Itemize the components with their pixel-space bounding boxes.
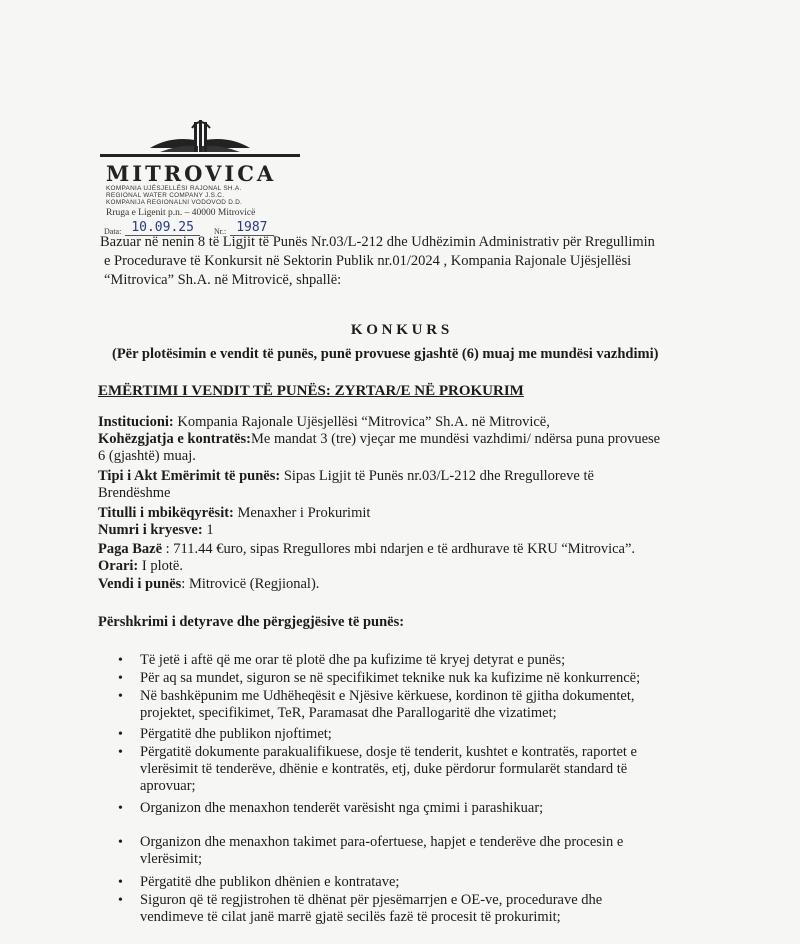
duty-item: • Përgatitë dhe publikon njoftimet; [140,726,700,743]
document-subtitle: (Për plotësimin e vendit të punës, punë provuese gjashtë (6) muaj me mundësi vazhdimi) [112,346,659,362]
position-title: EMËRTIMI I VENDIT TË PUNËS: ZYRTAR/E NË PROKURIM [98,383,524,399]
base-pay-field: Paga Bazë : 711.44 €uro, sipas Rregullores mbi ndarjen e të ardhurave të KRU “Mitrovica”. [98,541,636,557]
supervisor-field: Titulli i mbikëqyrësit: Menaxher i Prokurimit [98,505,371,521]
appointment-type-field: Tipi i Akt Emërimit të punës: Sipas Ligjit të Punës nr.03/L-212 dhe Rregulloreve të [98,468,594,484]
duty-item: • Përgatitë dhe publikon dhënien e kontratave; [140,874,700,891]
intro-line-1: Bazuar në nenin 8 të Ligjit të Punës Nr.03/L-212 dhe Udhëzimin Administrativ për Rregullimin [100,234,655,250]
stamp-date-number: Data: 10.09.25 Nr.: 1987 [104,220,300,236]
logo-address: Rruga e Ligenit p.n. – 40000 Mitrovicë [106,208,256,218]
duty-item: • Përgatitë dokumente parakualifikuese, dosje të tenderit, kushtet e kontratës, raportet e vlerësimit të tenderëve, dhënie e kontratës, etj, duke përdorur formularët standard të aprovuar; [140,744,700,795]
duty-item: • Për aq sa mundet, siguron se në specifikimet teknike nuk ka kufizime në konkurrencë; [140,670,700,687]
duration-field-cont: 6 (gjashtë) muaj. [98,448,196,464]
intro-line-2: e Procedurave të Konkursit në Sektorin Publik nr.01/2024 , Kompania Rajonale Ujësjellësi [104,253,632,269]
duration-field: Kohëzgjatja e kontratës:Me mandat 3 (tre) vjeçar me mundësi vazhdimi/ ndërsa puna provuese [98,431,661,447]
document-title: K O N K U R S [350,322,450,338]
handwritten-number: 1987 [230,220,273,236]
duty-item: • Siguron që të regjistrohen të dhënat për pjesëmarrjen e OE-ve, procedurave dhe vendimeve të cilat janë marrë gjatë secilës fazë të procesit të prokurimit; [140,892,700,926]
handwritten-date: 10.09.25 [125,220,200,236]
duty-item: • Organizon dhe menaxhon takimet para-ofertuese, hapjet e tenderëve dhe procesin e vlerësimit; [140,834,700,868]
logo-company-names: KOMPANIA UJËSJELLËSI RAJONAL SH.A. REGIONAL WATER COMPANY J.S.C. KOMPANIJA REGIONALNI VODOVOD D.D. [106,185,243,206]
company-logo [100,118,300,236]
intro-line-3: “Mitrovica” Sh.A. në Mitrovicë, shpallë: [104,272,342,288]
duty-item: • Në bashkëpunim me Udhëheqësit e Njësive kërkuese, kordinon të gjitha dokumentet, projektet, specifikimet, TeR, Paramasat dhe Parallogaritë dhe vizatimet; [140,688,700,722]
hours-field: Orari: I plotë. [98,558,183,574]
logo-brand-text: MITROVICA [106,161,277,186]
duties-heading: Përshkrimi i detyrave dhe përgjegjësive të punës: [98,614,405,630]
appointment-type-cont: Brendëshme [98,485,171,501]
duty-item: • Të jetë i aftë që me orar të plotë dhe pa kufizime të kryej detyrat e punës; [140,652,700,669]
executors-field: Numri i kryesve: 1 [98,522,214,538]
institution-field: Institucioni: Kompania Rajonale Ujësjellësi “Mitrovica” Sh.A. në Mitrovicë, [98,414,550,430]
workplace-field: Vendi i punës: Mitrovicë (Regjional). [98,576,320,592]
water-drop-logo-icon [100,118,300,162]
duty-item: • Organizon dhe menaxhon tenderët varësisht nga çmimi i parashikuar; [140,800,700,817]
